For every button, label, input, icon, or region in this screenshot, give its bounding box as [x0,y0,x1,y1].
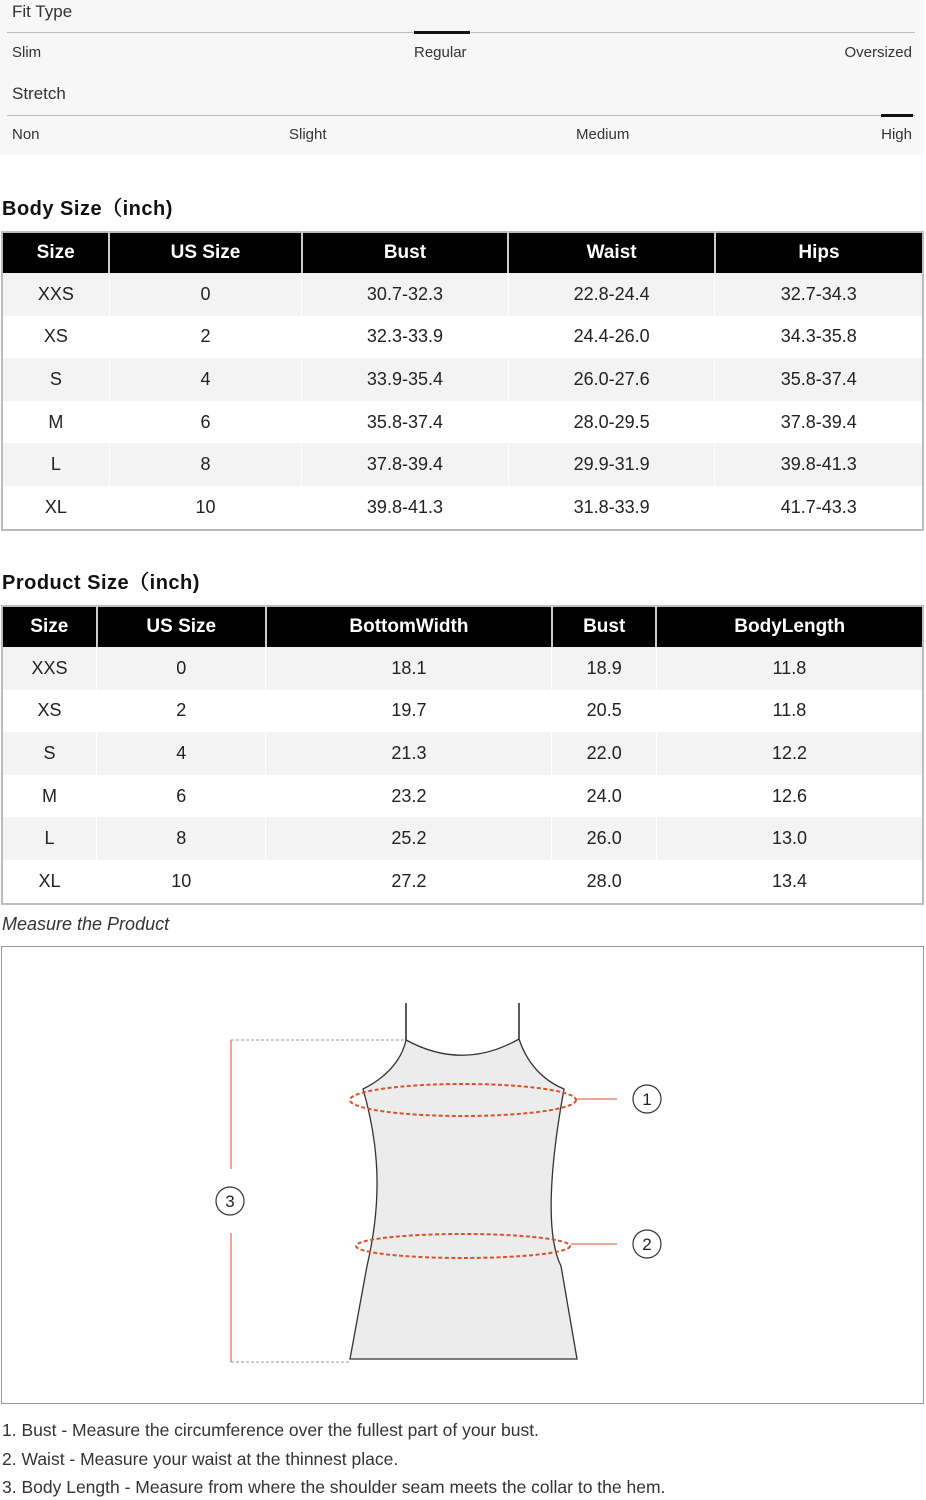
stretch-option: Medium [576,126,630,143]
column-header: Bust [552,606,656,647]
table-cell: 25.2 [266,817,552,860]
tank-top-diagram [2,947,923,1403]
table-cell: 29.9-31.9 [508,443,715,486]
table-cell: 30.7-32.3 [302,273,509,316]
column-header: Size [2,606,97,647]
table-cell: S [2,732,97,775]
table-cell: 11.8 [656,647,923,690]
table-cell: 27.2 [266,860,552,904]
table-cell: 22.8-24.4 [508,273,715,316]
stretch-scale [7,115,915,116]
table-row [2,775,923,818]
column-header: BottomWidth [266,606,552,647]
fit-option: Oversized [844,44,912,61]
body-size-table [1,231,924,531]
table-cell: 39.8-41.3 [715,443,923,486]
product-size-title: Product Size（inch) [2,572,200,594]
column-header: BodyLength [656,606,923,647]
note-body-length: 3. Body Length - Measure from where the shoulder seam meets the collar to the hem. [2,1477,666,1497]
table-row [2,486,923,530]
table-cell: 18.9 [552,647,656,690]
table-cell: 0 [97,647,266,690]
table-cell: 11.8 [656,690,923,733]
table-row [2,732,923,775]
table-cell: 22.0 [552,732,656,775]
table-row [2,860,923,904]
fit-type-indicator [414,31,470,34]
table-row [2,443,923,486]
table-cell: 28.0-29.5 [508,401,715,444]
table-cell: 28.0 [552,860,656,904]
table-row [2,690,923,733]
table-row [2,316,923,359]
table-cell: 37.8-39.4 [302,443,509,486]
column-header: Bust [302,232,509,273]
table-row [2,273,923,316]
table-cell: 32.7-34.3 [715,273,923,316]
table-cell: 6 [97,775,266,818]
stretch-option: High [881,126,912,143]
garment-outline [350,1039,577,1359]
table-cell: XXS [2,273,109,316]
table-cell: 0 [109,273,301,316]
table-cell: 33.9-35.4 [302,358,509,401]
marker-2: 2 [642,1235,652,1254]
table-cell: 35.8-37.4 [715,358,923,401]
table-cell: 23.2 [266,775,552,818]
table-row [2,647,923,690]
fit-panel [0,0,924,155]
table-cell: L [2,817,97,860]
table-cell: 34.3-35.8 [715,316,923,359]
table-cell: M [2,401,109,444]
fit-option: Regular [414,44,467,61]
column-header: US Size [109,232,301,273]
table-cell: 18.1 [266,647,552,690]
column-header: Size [2,232,109,273]
marker-3: 3 [225,1192,235,1211]
table-cell: XS [2,316,109,359]
table-cell: M [2,775,97,818]
measure-diagram [1,946,924,1404]
fit-option: Slim [12,44,42,61]
product-size-table [1,605,924,905]
note-waist: 2. Waist - Measure your waist at the thinnest place. [2,1449,399,1469]
table-row [2,817,923,860]
table-cell: 35.8-37.4 [302,401,509,444]
table-cell: 2 [109,316,301,359]
stretch-label: Stretch [12,84,66,103]
stretch-option: Non [12,126,40,143]
table-cell: XL [2,860,97,904]
table-cell: 26.0 [552,817,656,860]
table-cell: 4 [109,358,301,401]
column-header: US Size [97,606,266,647]
table-cell: XS [2,690,97,733]
header-row [2,606,923,647]
column-header: Hips [715,232,923,273]
table-cell: 19.7 [266,690,552,733]
table-cell: XL [2,486,109,530]
table-cell: 12.6 [656,775,923,818]
table-row [2,401,923,444]
table-cell: 41.7-43.3 [715,486,923,530]
table-cell: 24.4-26.0 [508,316,715,359]
table-cell: 21.3 [266,732,552,775]
table-cell: 8 [97,817,266,860]
header-row [2,232,923,273]
stretch-indicator [881,114,913,117]
table-cell: 13.0 [656,817,923,860]
table-cell: 24.0 [552,775,656,818]
table-cell: 39.8-41.3 [302,486,509,530]
table-cell: XXS [2,647,97,690]
table-cell: 13.4 [656,860,923,904]
table-cell: 37.8-39.4 [715,401,923,444]
marker-1: 1 [642,1090,652,1109]
table-cell: 10 [109,486,301,530]
table-cell: 20.5 [552,690,656,733]
table-cell: 32.3-33.9 [302,316,509,359]
table-cell: 12.2 [656,732,923,775]
fit-type-label: Fit Type [12,2,73,21]
measure-label: Measure the Product [2,914,170,934]
note-bust: 1. Bust - Measure the circumference over the fullest part of your bust. [2,1420,539,1440]
stretch-option: Slight [289,126,327,143]
table-cell: L [2,443,109,486]
table-cell: 31.8-33.9 [508,486,715,530]
table-cell: 6 [109,401,301,444]
table-cell: 8 [109,443,301,486]
table-cell: S [2,358,109,401]
table-cell: 10 [97,860,266,904]
body-size-title: Body Size（inch) [2,198,173,220]
table-cell: 4 [97,732,266,775]
column-header: Waist [508,232,715,273]
table-row [2,358,923,401]
table-cell: 2 [97,690,266,733]
table-cell: 26.0-27.6 [508,358,715,401]
